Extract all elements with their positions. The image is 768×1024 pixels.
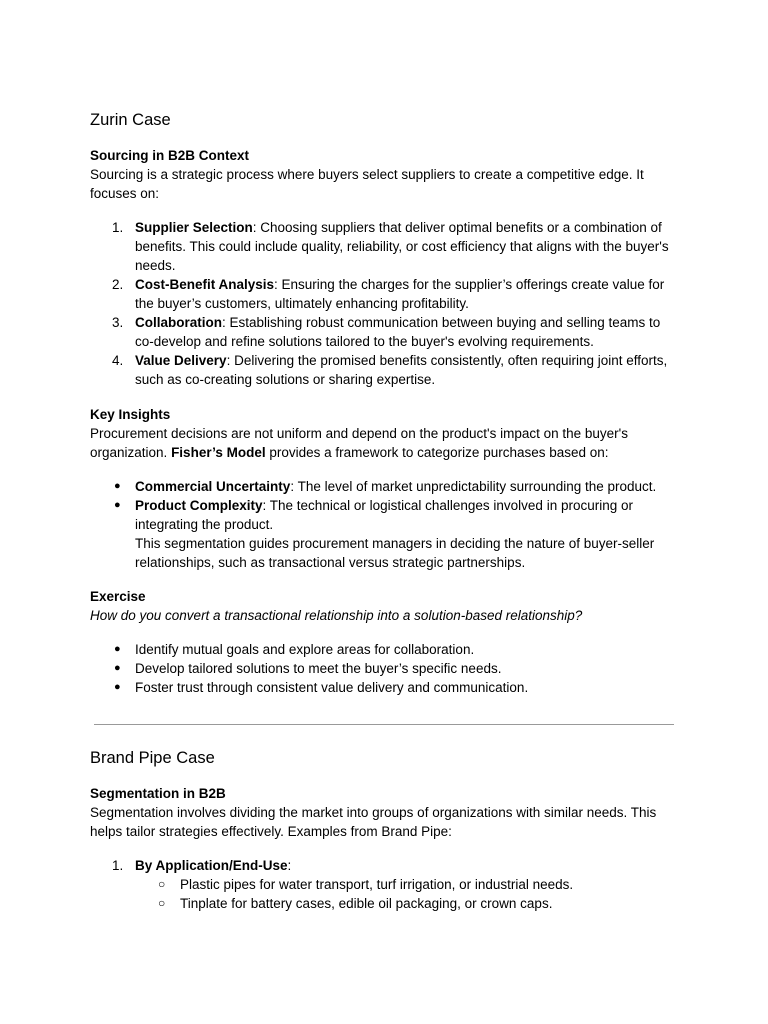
sourcing-list (90, 218, 680, 389)
bullet-icon: ● (114, 499, 121, 511)
list-item-text: : The level of market unpredictability surrounding the product. (290, 479, 657, 494)
exercise-question (90, 606, 680, 625)
sub-list-item (90, 894, 680, 913)
list-item-text: : The technical or logistical challenges involved in procuring or integrating the product. (135, 498, 633, 532)
list-item (90, 218, 680, 275)
bullet-icon: ● (114, 681, 121, 693)
list-item (90, 659, 680, 678)
list-number: 1. (112, 858, 124, 873)
list-item-text: : Delivering the promised benefits consistently, often requiring joint efforts, such as co-creating solutions or sharing expertise. (135, 353, 668, 387)
bullet-icon: ● (114, 480, 121, 492)
brand-pipe-case-title: Brand Pipe Case (90, 749, 215, 767)
list-item-term: Cost-Benefit Analysis (135, 277, 275, 292)
key-insights-intro (90, 424, 680, 462)
document-content (90, 108, 680, 913)
list-item (90, 351, 680, 389)
insights-intro-text: Procurement decisions are not uniform and depend on the product's impact on the buyer's organization. (90, 426, 628, 460)
sub-list-item-text: Tinplate for battery cases, edible oil packaging, or crown caps. (180, 896, 553, 911)
list-item-term: Commercial Uncertainty (135, 479, 291, 494)
hollow-bullet-icon: ○ (158, 896, 166, 910)
list-item-term: Supplier Selection (135, 220, 253, 235)
sourcing-heading: Sourcing in B2B Context (90, 148, 250, 163)
segmentation-heading: Segmentation in B2B (90, 786, 226, 801)
segmentation-note: This segmentation guides procurement managers in deciding the nature of buyer-seller relationships, such as transactional versus strategic partnerships. (135, 536, 655, 570)
list-item (90, 313, 680, 351)
exercise-list (90, 640, 680, 697)
list-number: 1. (112, 220, 124, 235)
insights-intro-text-end: provides a framework to categorize purchases based on: (265, 445, 609, 460)
hollow-bullet-icon: ○ (158, 877, 166, 891)
list-item-term: By Application/End-Use (135, 858, 288, 873)
list-item-text: : Choosing suppliers that deliver optimal benefits or a combination of benefits. This could include quality, reliability, or cost efficiency that aligns with the buyer's needs. (135, 220, 669, 273)
sourcing-intro: Sourcing is a strategic process where buyers select suppliers to create a competitive edge. It focuses on: (90, 167, 644, 201)
section-divider (94, 724, 674, 725)
divider-wrap (90, 697, 680, 734)
list-item (90, 678, 680, 697)
list-item (90, 275, 680, 313)
list-item (90, 640, 680, 659)
list-item-term: Product Complexity (135, 498, 263, 513)
list-item (90, 477, 680, 496)
list-item-text: Develop tailored solutions to meet the buyer’s specific needs. (135, 661, 502, 676)
segmentation-list (90, 856, 680, 913)
list-item-text: : Establishing robust communication between buying and selling teams to co-develop and refine solutions tailored to the buyer's evolving requirements. (135, 315, 661, 349)
fishers-model-term: Fisher’s Model (171, 445, 266, 460)
sub-list-item-text: Plastic pipes for water transport, turf irrigation, or industrial needs. (180, 877, 574, 892)
key-insights-heading: Key Insights (90, 407, 171, 422)
list-item (90, 856, 680, 875)
list-number: 4. (112, 353, 124, 368)
segmentation-intro: Segmentation involves dividing the market into groups of organizations with similar needs. This helps tailor strategies effectively. Examples from Brand Pipe: (90, 805, 657, 839)
list-item-term: Collaboration (135, 315, 222, 330)
sub-list-item (90, 875, 680, 894)
list-item (90, 496, 680, 572)
list-number: 2. (112, 277, 124, 292)
bullet-icon: ● (114, 643, 121, 655)
list-item-text: : Ensuring the charges for the supplier’s offerings create value for the buyer’s customers, ultimately enhancing profitability. (135, 277, 665, 311)
zurin-case-title: Zurin Case (90, 111, 171, 129)
list-number: 3. (112, 315, 124, 330)
list-item-term: Value Delivery (135, 353, 227, 368)
exercise-question-text: How do you convert a transactional relationship into a solution-based relationship? (90, 608, 583, 623)
exercise-heading: Exercise (90, 589, 146, 604)
insights-list (90, 477, 680, 572)
list-item-text: Identify mutual goals and explore areas for collaboration. (135, 642, 475, 657)
bullet-icon: ● (114, 662, 121, 674)
list-item-text: Foster trust through consistent value delivery and communication. (135, 680, 529, 695)
list-item-text: : (287, 858, 292, 873)
